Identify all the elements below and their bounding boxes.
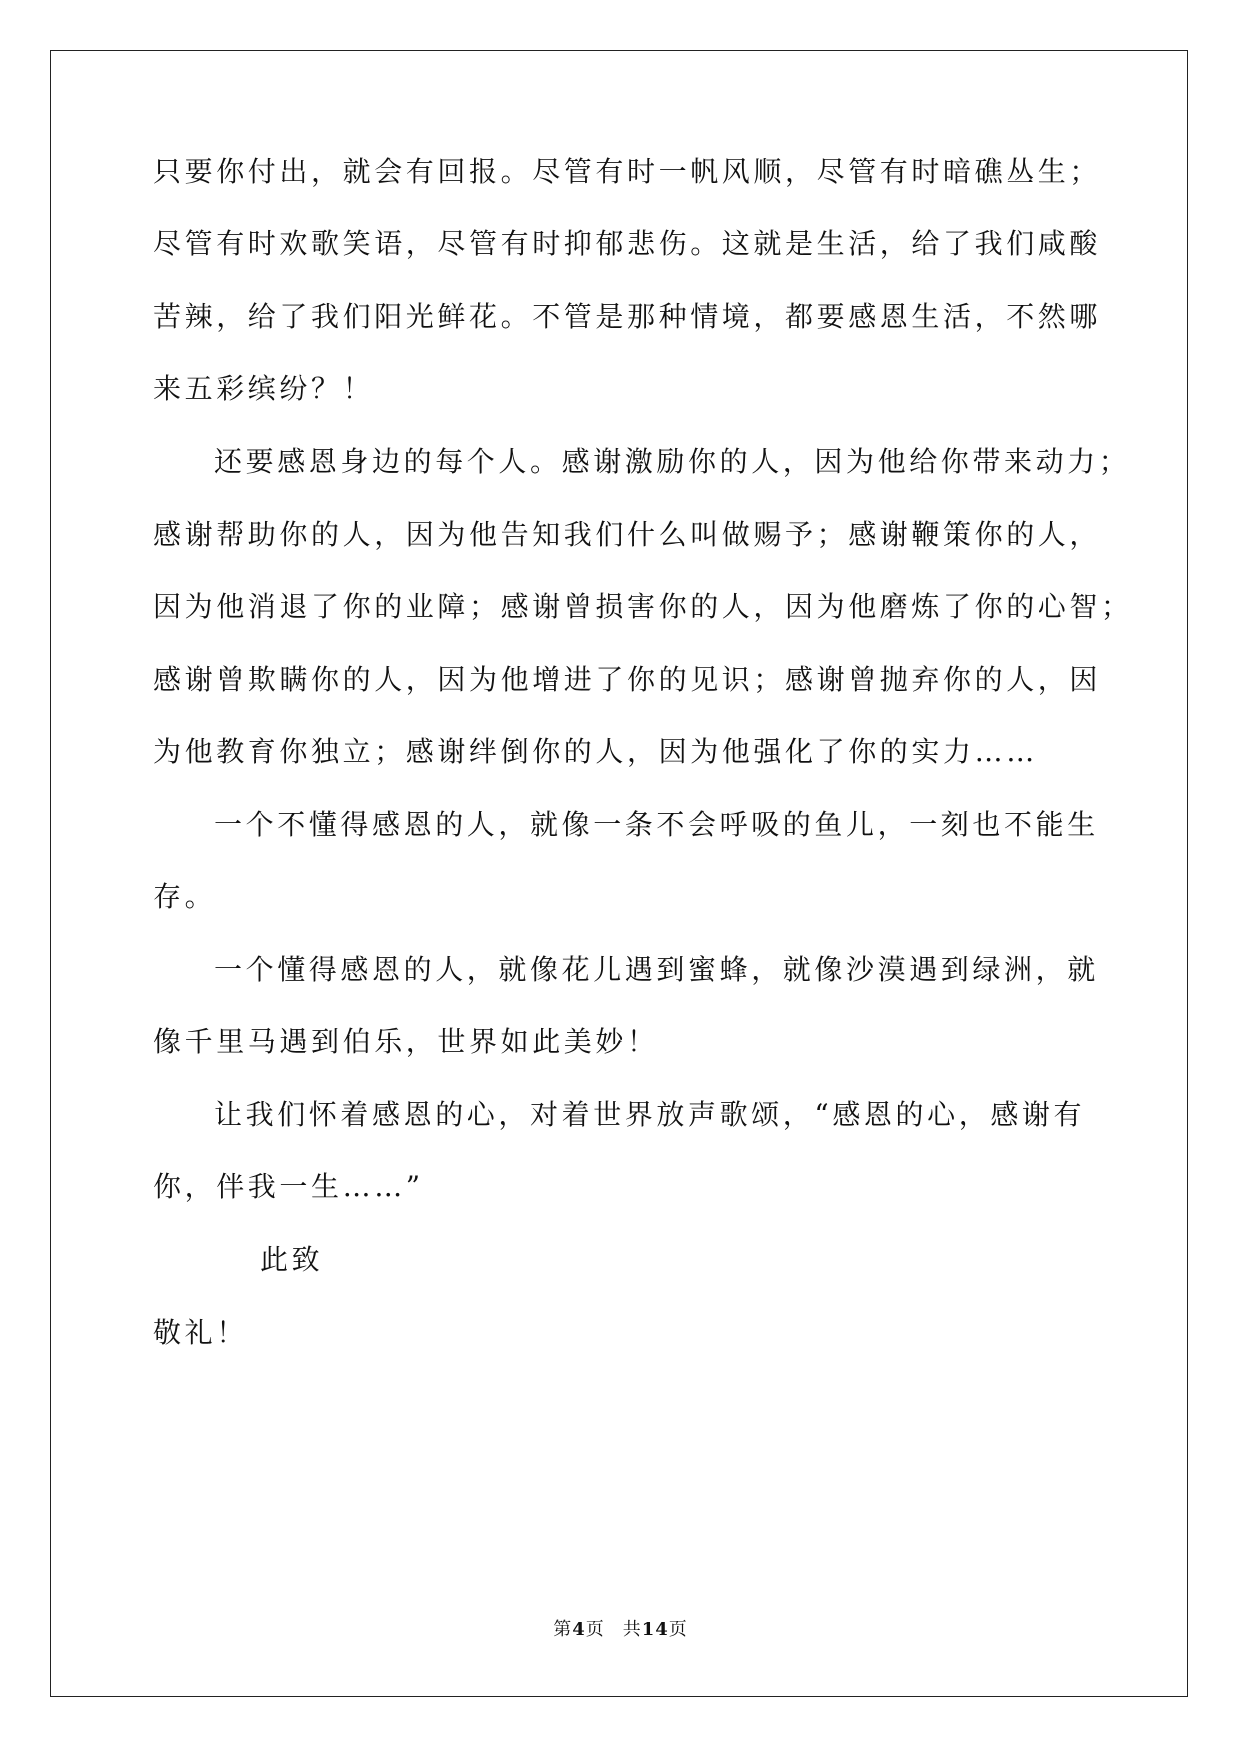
- body-line-1: 只要你付出，就会有回报。尽管有时一帆风顺，尽管有时暗礁丛生；: [153, 155, 1102, 188]
- body-line-9: 为他教育你独立；感谢绊倒你的人，因为他强化了你的实力……: [153, 735, 1038, 768]
- body-line-4: 来五彩缤纷？！: [153, 372, 375, 405]
- body-line-15: 你，伴我一生……”: [153, 1170, 424, 1203]
- footer-total-prefix: 共: [622, 1619, 642, 1640]
- body-line-2: 尽管有时欢歌笑语，尽管有时抑郁悲伤。这就是生活，给了我们咸酸: [153, 227, 1102, 260]
- footer-prefix: 第: [553, 1619, 573, 1640]
- page-border: [50, 50, 1188, 1697]
- body-line-12: 一个懂得感恩的人，就像花儿遇到蜜蜂，就像沙漠遇到绿洲，就: [214, 953, 1099, 986]
- body-line-5: 还要感恩身边的每个人。感谢激励你的人，因为他给你带来动力；: [214, 445, 1131, 478]
- body-line-3: 苦辣，给了我们阳光鲜花。不管是那种情境，都要感恩生活，不然哪: [153, 300, 1102, 333]
- footer-page-number: 4: [572, 1619, 586, 1640]
- page-footer: [0, 1621, 1241, 1639]
- body-line-8: 感谢曾欺瞒你的人，因为他增进了你的见识；感谢曾抛弃你的人，因: [153, 663, 1102, 696]
- closing-salutation: 此致: [260, 1243, 324, 1276]
- body-line-6: 感谢帮助你的人，因为他告知我们什么叫做赐予；感谢鞭策你的人，: [153, 518, 1102, 551]
- body-line-10: 一个不懂得感恩的人，就像一条不会呼吸的鱼儿，一刻也不能生: [214, 808, 1099, 841]
- footer-page-suffix: 页: [585, 1619, 605, 1640]
- footer-total-suffix: 页: [668, 1619, 688, 1640]
- body-line-13: 像千里马遇到伯乐，世界如此美妙！: [153, 1025, 659, 1058]
- body-line-7: 因为他消退了你的业障；感谢曾损害你的人，因为他磨炼了你的心智；: [153, 590, 1133, 623]
- footer-total-pages: 14: [641, 1619, 669, 1640]
- body-line-11: 存。: [153, 880, 217, 913]
- body-line-14: 让我们怀着感恩的心，对着世界放声歌颂，“感恩的心，感谢有: [214, 1098, 1086, 1131]
- closing-regards: 敬礼！: [153, 1316, 248, 1349]
